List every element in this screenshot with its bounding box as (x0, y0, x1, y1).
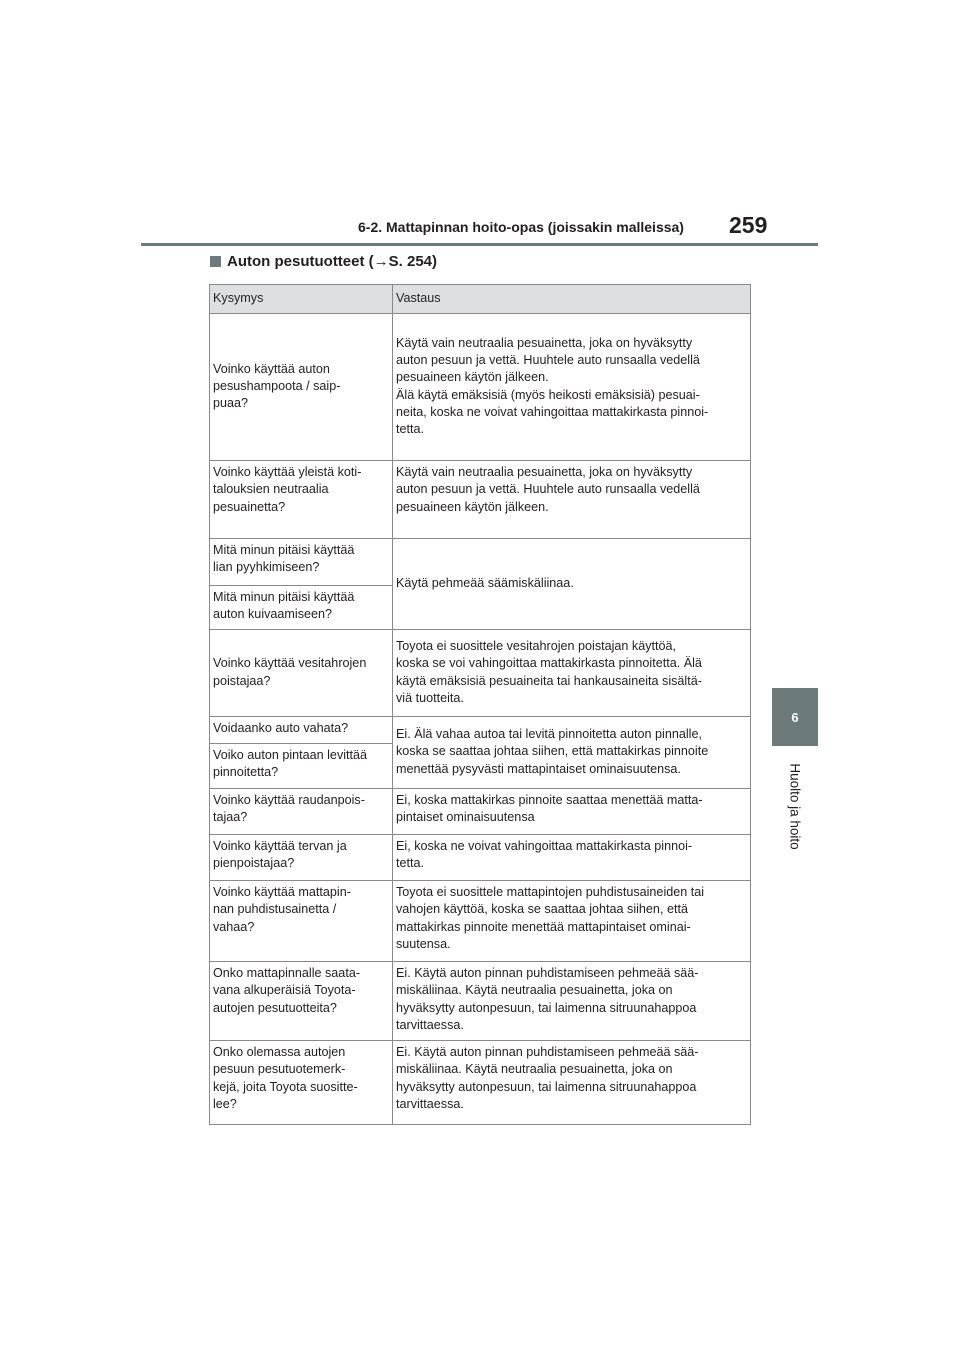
answer-cell: Ei. Älä vahaa autoa tai levitä pinnoitetta auton pinnalle, koska se saattaa johtaa siihen, että mattakirkas pinnoite menettää pysyvästi mattapintaiset ominaisuutensa. (393, 717, 751, 789)
answer-cell: Ei, koska ne voivat vahingoittaa mattakirkasta pinnoi- tetta. (393, 835, 751, 881)
table-row (210, 835, 751, 881)
question-cell: Voinko käyttää mattapin- nan puhdistusainetta / vahaa? (210, 881, 393, 962)
table-row (210, 789, 751, 835)
answer-cell: Käytä vain neutraalia pesuainetta, joka on hyväksytty auton pesuun ja vettä. Huuhtele auto runsaalla vedellä pesuaineen käytön jälkeen. Älä käytä emäksisiä (myös heikosti emäksisiä) pesuai- neita, koska ne voivat vahingoittaa mattakirkasta pinnoi- tetta. (393, 314, 751, 461)
question-cell: Mitä minun pitäisi käyttää lian pyyhkimiseen? (210, 539, 393, 586)
answer-cell: Toyota ei suosittele mattapintojen puhdistusaineiden tai vahojen käyttöä, koska se saattaa johtaa siihen, että mattakirkas pinnoite menettää mattapintaiset ominai- suutensa. (393, 881, 751, 962)
table-header-row (210, 285, 751, 314)
question-cell: Voinko käyttää vesitahrojen poistajaa? (210, 630, 393, 717)
question-cell: Voinko käyttää yleistä koti- talouksien neutraalia pesuainetta? (210, 461, 393, 539)
answer-cell: Ei. Käytä auton pinnan puhdistamiseen pehmeää sää- miskäliinaa. Käytä neutraalia pesuainetta, joka on hyväksytty autonpesuun, tai laimenna sitruunahappoa tarvittaessa. (393, 962, 751, 1041)
table-row (210, 630, 751, 717)
question-cell: Voinko käyttää auton pesushampoota / saip- puaa? (210, 314, 393, 461)
chapter-side-title-text: Huolto ja hoito (787, 762, 803, 850)
header-question: Kysymys (210, 285, 393, 314)
section-title-ref: S. 254) (388, 253, 438, 270)
answer-cell: Käytä vain neutraalia pesuainetta, joka on hyväksytty auton pesuun ja vettä. Huuhtele auto runsaalla vedellä pesuaineen käytön jälkeen. (393, 461, 751, 539)
answer-cell: Ei. Käytä auton pinnan puhdistamiseen pehmeää sää- miskäliinaa. Käytä neutraalia pesuainetta, joka on hyväksytty autonpesuun, tai laimenna sitruunahappoa tarvittaessa. (393, 1041, 751, 1125)
question-cell: Voinko käyttää tervan ja pienpoistajaa? (210, 835, 393, 881)
table-row (210, 881, 751, 962)
chapter-side-title (772, 754, 818, 858)
question-cell: Onko olemassa autojen pesuun pesutuotemerk- kejä, joita Toyota suositte- lee? (210, 1041, 393, 1125)
table-row (210, 314, 751, 461)
running-head: 6-2. Mattapinnan hoito-opas (joissakin malleissa) (358, 219, 684, 235)
question-cell: Voinko käyttää raudanpois- tajaa? (210, 789, 393, 835)
section-title-prefix: Auton pesutuotteet ( (227, 253, 374, 270)
table-row (210, 962, 751, 1041)
table-row (210, 1041, 751, 1125)
arrow-icon: → (373, 253, 389, 270)
table-row (210, 539, 751, 586)
table-row (210, 461, 751, 539)
question-cell: Voidaanko auto vahata? (210, 717, 393, 744)
square-bullet-icon (210, 256, 221, 267)
header-answer: Vastaus (393, 285, 751, 314)
chapter-tab: 6 (772, 688, 818, 746)
table-row (210, 717, 751, 744)
qa-table (209, 284, 751, 1125)
answer-cell: Ei, koska mattakirkas pinnoite saattaa menettää matta- pintaiset ominaisuutensa (393, 789, 751, 835)
answer-cell: Toyota ei suosittele vesitahrojen poistajan käyttöä, koska se voi vahingoittaa mattakirkasta pinnoitetta. Älä käytä emäksisiä pesuaineita tai hankausaineita sisältä- viä tuotteita. (393, 630, 751, 717)
question-cell: Onko mattapinnalle saata- vana alkuperäisiä Toyota- autojen pesutuotteita? (210, 962, 393, 1041)
question-cell: Mitä minun pitäisi käyttää auton kuivaamiseen? (210, 586, 393, 630)
answer-cell: Käytä pehmeää säämiskäliinaa. (393, 539, 751, 630)
question-cell: Voiko auton pintaan levittää pinnoitetta? (210, 744, 393, 789)
page-number: 259 (729, 212, 768, 238)
section-title (210, 253, 437, 270)
header-rule (141, 243, 818, 246)
